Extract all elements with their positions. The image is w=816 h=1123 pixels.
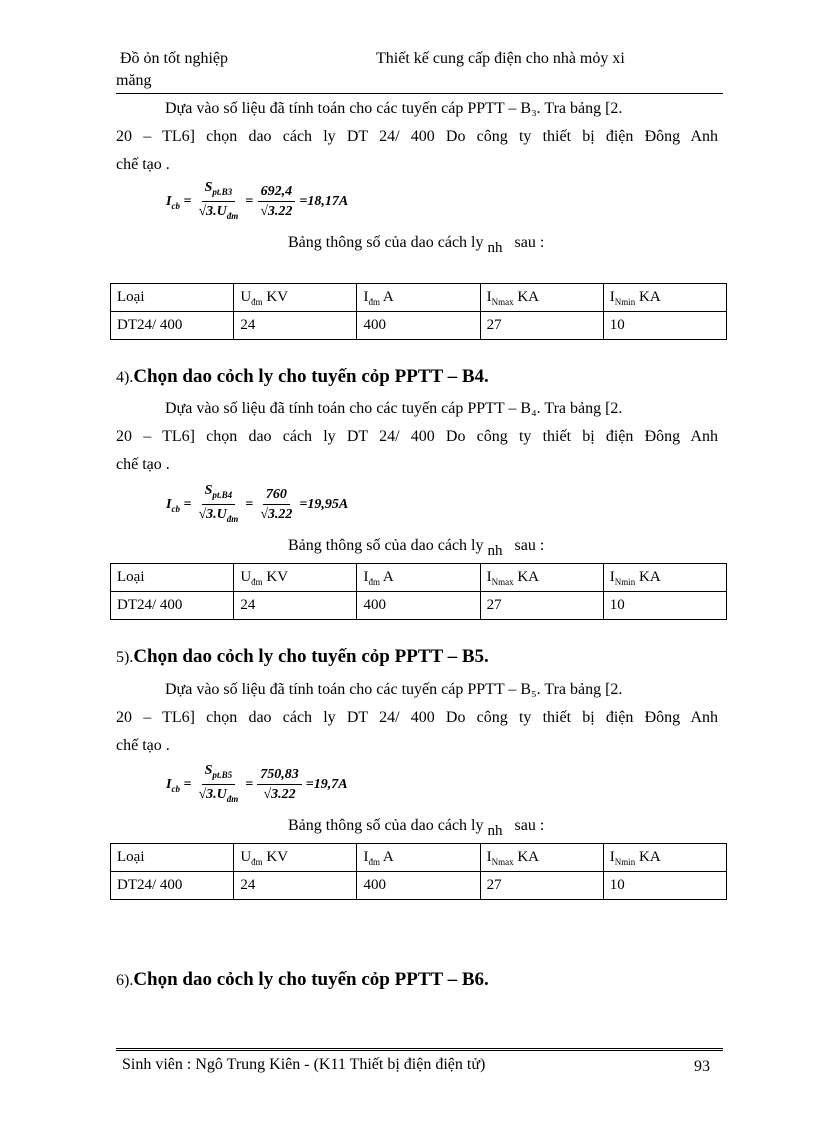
table-cell: 24 [234, 592, 357, 620]
table-header-cell: $U_{đm}$ KV [234, 284, 357, 312]
formula-fraction: $\frac{S_{pt.B3}}{√3.U_{đm}}$ [198, 180, 239, 221]
table-cell: 27 [480, 872, 603, 900]
header-left: Đồ ỏn tốt nghiệp [120, 50, 228, 67]
table-caption: Bảng thông số của dao cách ly nh sau : [288, 234, 545, 256]
table-cell: 400 [357, 312, 480, 340]
table-header-cell: $U_{đm}$ KV [234, 844, 357, 872]
table-header-cell: $U_{đm}$ KV [234, 564, 357, 592]
formula-result: =19,95A [299, 497, 349, 513]
table-cell: 400 [357, 592, 480, 620]
formula-fraction: $\frac{S_{pt.B5}}{√3.U_{đm}}$ [198, 763, 239, 804]
paragraph-line: chế tạo . [116, 456, 170, 473]
table-row [111, 592, 727, 620]
table-row [111, 312, 727, 340]
table-header-cell: $I_{Nmax}$ KA [480, 284, 603, 312]
formula-fraction: $\frac{692,4}{√3.22}$ [257, 184, 295, 221]
table-cell: 10 [603, 312, 726, 340]
table-caption: Bảng thông số của dao cách ly nh sau : [288, 537, 545, 559]
paragraph-line: chế tạo . [116, 737, 170, 754]
table-header-cell: Loại [111, 284, 234, 312]
footer-text: Sinh viên : Ngô Trung Kiên - (K11 Thiết bị điện điện tử) [122, 1056, 486, 1073]
table-cell: DT24/ 400 [111, 312, 234, 340]
formula-result: =18,17A [299, 194, 349, 210]
section-heading: 5).Chọn dao cỏch ly cho tuyến cỏp PPTT – B5. [116, 646, 489, 667]
table-header-cell: $I_{Nmin}$ KA [603, 844, 726, 872]
table-cell: 10 [603, 872, 726, 900]
table-header-cell: $I_{đm}$ A [357, 564, 480, 592]
header-left-continued: măng [116, 72, 152, 89]
table-header-cell: $I_{đm}$ A [357, 844, 480, 872]
table-cell: 24 [234, 872, 357, 900]
table-row [111, 872, 727, 900]
table-cell: 24 [234, 312, 357, 340]
table-header-cell: $I_{đm}$ A [357, 284, 480, 312]
section-heading: 6).Chọn dao cỏch ly cho tuyến cỏp PPTT – B6. [116, 969, 489, 990]
table-header-cell: $I_{Nmax}$ KA [480, 564, 603, 592]
table-cell: DT24/ 400 [111, 872, 234, 900]
header-center: Thiết kế cung cấp điện cho nhà mỏy xi [376, 50, 625, 67]
formula-b3: $I_{cb}$ = $\frac{S_{pt.B3}}{√3.U_{đm}}$ = $\frac{692,4}{√3.22}$ =18,17A [166, 180, 348, 225]
table-cell: 10 [603, 592, 726, 620]
table-header-row [111, 564, 727, 592]
table-cell: 400 [357, 872, 480, 900]
formula-lhs: $I_{cb}$ [166, 193, 180, 211]
table-cell: 27 [480, 592, 603, 620]
footer-rule [116, 1048, 723, 1051]
paragraph-line: Dựa vào số liệu đã tính toán cho các tuyến cáp PPTT – B₄. Tra bảng [2. [165, 400, 623, 417]
params-table [110, 563, 727, 620]
formula-lhs: $I_{cb}$ [166, 776, 180, 794]
table-header-row [111, 284, 727, 312]
paragraph-line: chế tạo . [116, 156, 170, 173]
paragraph-line: Dựa vào số liệu đã tính toán cho các tuyến cáp PPTT – B₅. Tra bảng [2. [165, 681, 623, 698]
paragraph-line: 20 – TL6] chọn dao cách ly DT 24/ 400 Do công ty thiết bị điện Đông Anh [116, 709, 718, 726]
formula-result: =19,7A [305, 777, 348, 793]
header-rule [116, 93, 723, 94]
table-header-cell: $I_{Nmin}$ KA [603, 564, 726, 592]
page-number: 93 [694, 1058, 710, 1075]
formula-b5: $I_{cb}$ = $\frac{S_{pt.B5}}{√3.U_{đm}}$ = $\frac{750,83}{√3.22}$ =19,7A [166, 763, 348, 808]
table-cell: 27 [480, 312, 603, 340]
table-header-row [111, 844, 727, 872]
table-header-cell: $I_{Nmin}$ KA [603, 284, 726, 312]
formula-b4: $I_{cb}$ = $\frac{S_{pt.B4}}{√3.U_{đm}}$ = $\frac{760}{√3.22}$ =19,95A [166, 483, 348, 528]
formula-fraction: $\frac{750,83}{√3.22}$ [257, 767, 302, 804]
paragraph-line: 20 – TL6] chọn dao cách ly DT 24/ 400 Do công ty thiết bị điện Đông Anh [116, 128, 718, 145]
table-header-cell: $I_{Nmax}$ KA [480, 844, 603, 872]
table-header-cell: Loại [111, 844, 234, 872]
paragraph-line: 20 – TL6] chọn dao cách ly DT 24/ 400 Do công ty thiết bị điện Đông Anh [116, 428, 718, 445]
table-header-cell: Loại [111, 564, 234, 592]
paragraph-line: Dựa vào số liệu đã tính toán cho các tuyến cáp PPTT – B₃. Tra bảng [2. [165, 100, 623, 117]
formula-lhs: $I_{cb}$ [166, 496, 180, 514]
formula-fraction: $\frac{S_{pt.B4}}{√3.U_{đm}}$ [198, 483, 239, 524]
params-table [110, 843, 727, 900]
section-heading: 4).Chọn dao cỏch ly cho tuyến cỏp PPTT – B4. [116, 366, 489, 387]
formula-fraction: $\frac{760}{√3.22}$ [260, 486, 293, 522]
table-caption: Bảng thông số của dao cách ly nh sau : [288, 817, 545, 839]
params-table [110, 283, 727, 340]
table-cell: DT24/ 400 [111, 592, 234, 620]
